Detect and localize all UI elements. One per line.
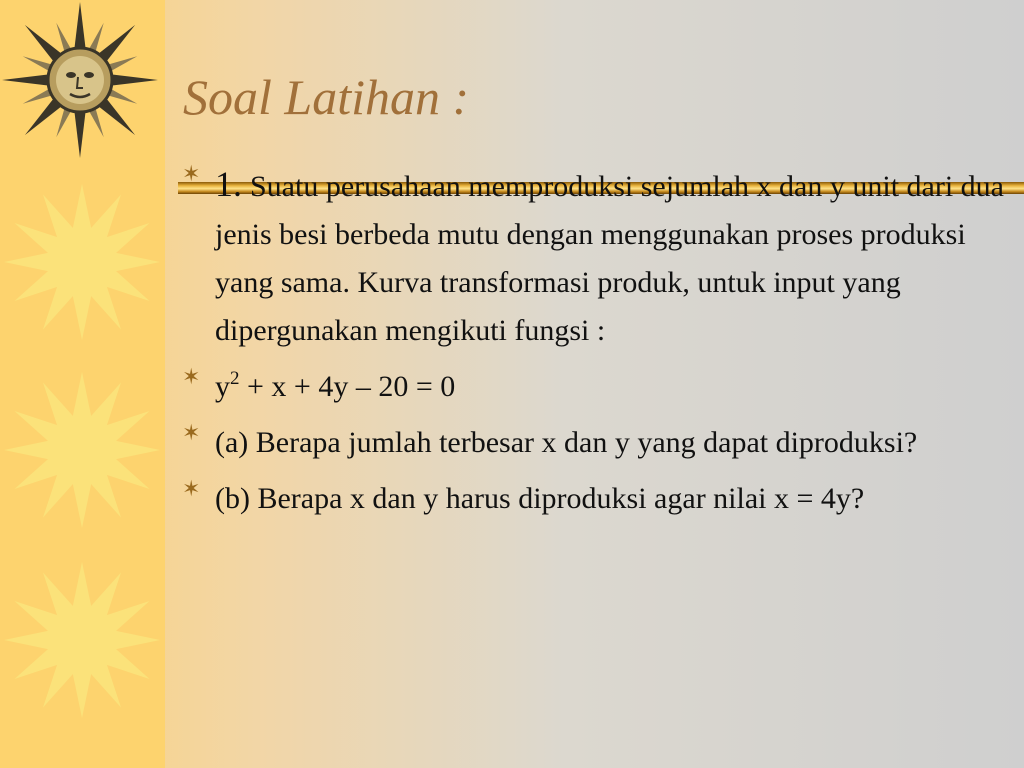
star-bullet-icon: ✶ [182, 162, 201, 187]
sun-icon [2, 560, 162, 720]
equation-rest: + x + 4y – 20 = 0 [239, 370, 456, 403]
sun-icon [2, 182, 162, 342]
sun-icon [2, 370, 162, 530]
question-b: (b) Berapa x dan y harus diproduksi agar nilai x = 4y? [215, 482, 865, 515]
problem-text: Suatu perusahaan memproduksi sejumlah x dan y unit dari dua jenis besi berbeda mutu dengan menggunakan proses produksi yang sama. Kurva transformasi produk, untuk input yang dipergunakan mengikuti fungsi : [215, 170, 1004, 347]
list-item [182, 160, 1017, 355]
sun-face-icon [2, 0, 162, 160]
star-bullet-icon: ✶ [182, 421, 201, 446]
slide-title: Soal Latihan : [183, 69, 470, 125]
problem-number: 1. [215, 164, 242, 204]
problem-statement [215, 160, 1017, 355]
decorative-sidebar [0, 0, 165, 768]
equation [215, 363, 1017, 411]
bullet-list [182, 160, 1017, 531]
list-item [182, 363, 1017, 411]
star-bullet-icon: ✶ [182, 365, 201, 390]
list-item [182, 419, 1017, 467]
list-item [182, 475, 1017, 523]
equation-base: y [215, 370, 230, 403]
equation-exponent: 2 [230, 368, 240, 389]
question-a: (a) Berapa jumlah terbesar x dan y yang dapat diproduksi? [215, 426, 918, 459]
star-bullet-icon: ✶ [182, 477, 201, 502]
